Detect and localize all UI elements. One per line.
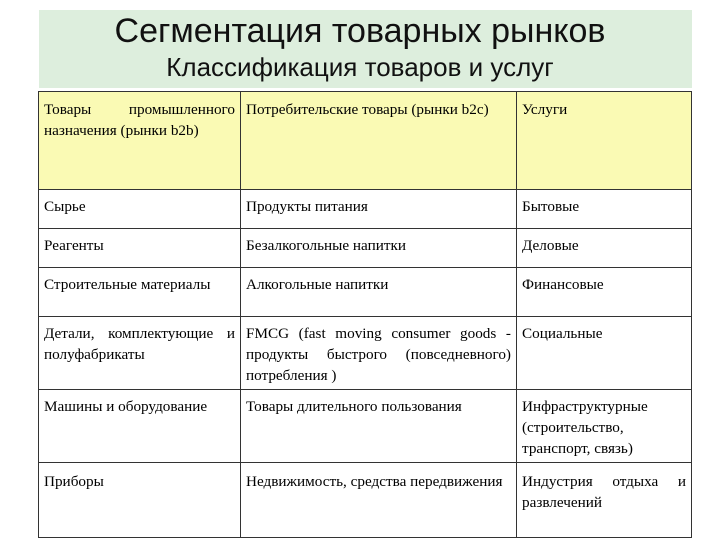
- table-row: [39, 463, 692, 538]
- header-cell-services: Услуги: [517, 92, 692, 190]
- table-cell: Реагенты: [39, 229, 241, 268]
- table-cell: Финансовые: [517, 268, 692, 317]
- table-cell: Деловые: [517, 229, 692, 268]
- table-cell: Сырье: [39, 190, 241, 229]
- slide-title: Сегментация товарных рынков: [114, 12, 606, 50]
- table-cell: Бытовые: [517, 190, 692, 229]
- table-row: [39, 229, 692, 268]
- table-cell: Строительные материалы: [39, 268, 241, 317]
- table-cell: Машины и оборудование: [39, 390, 241, 463]
- header-cell-industrial: Товары промышленного назначения (рынки b2b): [39, 92, 241, 190]
- table-cell: Товары длительного пользования: [241, 390, 517, 463]
- slide-subtitle: Классификация товаров и услуг: [166, 52, 554, 82]
- table-cell: Приборы: [39, 463, 241, 538]
- table-cell: Индустрия отдыха и развлечений: [517, 463, 692, 538]
- table-row: [39, 317, 692, 390]
- classification-table: [38, 91, 692, 538]
- table-row: [39, 190, 692, 229]
- table-cell: Алкогольные напитки: [241, 268, 517, 317]
- table-row: [39, 268, 692, 317]
- table-cell: Недвижимость, средства передвижения: [241, 463, 517, 538]
- table-cell: Детали, комплектующие и полуфабрикаты: [39, 317, 241, 390]
- table-header-row: [39, 92, 692, 190]
- table-cell: Продукты питания: [241, 190, 517, 229]
- table-cell: Социальные: [517, 317, 692, 390]
- table-cell: FMCG (fast moving consumer goods - продукты быстрого (повседневного) потребления ): [241, 317, 517, 390]
- table-row: [39, 390, 692, 463]
- table-cell: Безалкогольные напитки: [241, 229, 517, 268]
- header-cell-consumer: Потребительские товары (рынки b2c): [241, 92, 517, 190]
- table-cell: Инфраструктурные (строительство, транспорт, связь): [517, 390, 692, 463]
